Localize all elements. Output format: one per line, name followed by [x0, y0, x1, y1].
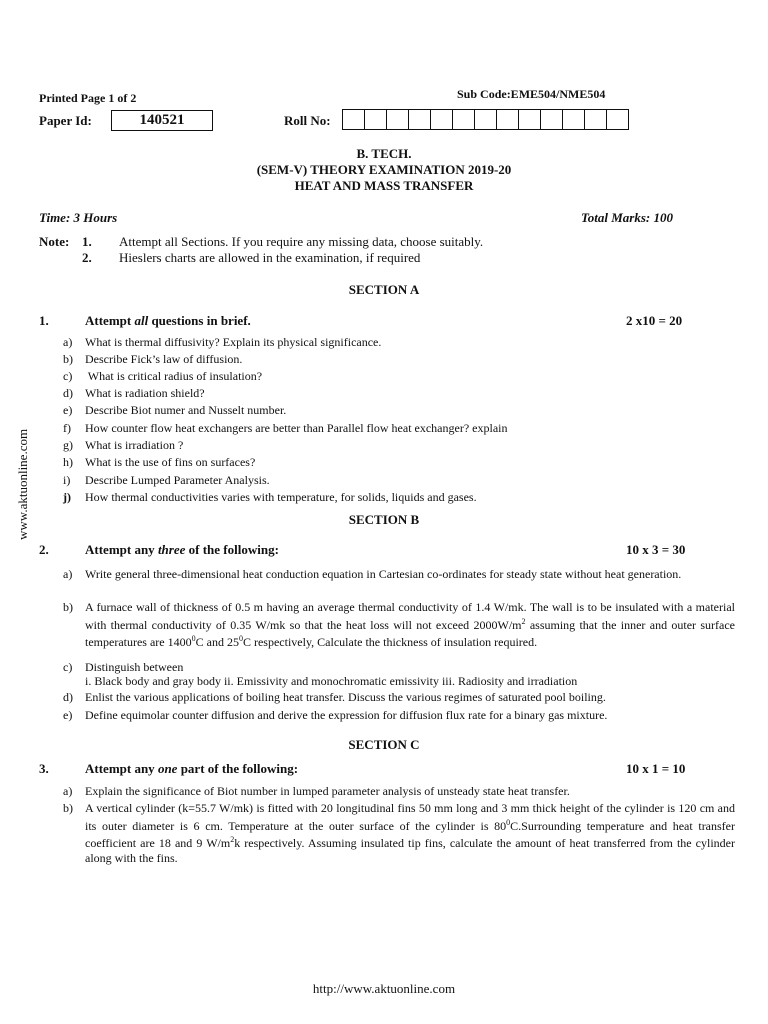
question-text: Explain the significance of Biot number in lumped parameter analysis of unsteady state heat transfer. [85, 784, 570, 798]
roll-no-box[interactable] [606, 109, 629, 130]
question-subtext: i. Black body and gray body ii. Emissivity and monochromatic emissivity iii. Radiosity and irradiation [85, 674, 578, 688]
note-number: 2. [82, 250, 92, 265]
question-text: A furnace wall of thickness of 0.5 m having an average thermal conductivity of 1.4 W/mk. The wall is to be insulated with a material with thermal conductivity of 0.35 W/mk so that the heat loss will not exceed $2000W/m^2$ assuming that the inner and outer surface temperatures are 1400$^0$C and $25^0C$ respectively, Calculate the thickness of insulation required. [85, 600, 735, 649]
exam-title: (SEM-V) THEORY EXAMINATION 2019-20 [256, 162, 512, 177]
roll-no-box[interactable] [584, 109, 607, 130]
list-item: d) What is radiation shield? [63, 386, 205, 400]
item-label: b) [63, 600, 73, 614]
question-prompt: Attempt all questions in brief. [85, 313, 251, 328]
list-item: a) What is thermal diffusivity? Explain its physical significance. [63, 335, 382, 349]
item-label: e) [63, 708, 73, 722]
subject-title: HEAT AND MASS TRANSFER [294, 178, 474, 193]
roll-no-box[interactable] [518, 109, 541, 130]
question-prompt: Attempt any three of the following: [85, 542, 279, 557]
item-label: d) [63, 690, 73, 704]
item-label: a) [63, 567, 73, 581]
note-label: Note: [39, 234, 70, 249]
question-text: A vertical cylinder (k=55.7 W/mk) is fitted with 20 longitudinal fins 50 mm long and 3 mm thick height of the cylinder is 120 cm and its outer diameter is 6 cm. Temperature at the outer surface of the cylinder is $80^0C.Surrounding$ temperature and heat transfer coefficient are 18 and 9 $W/m^2k$ respectively. Assuming insulated tip fins, calculate the amount of heat transferred from the cylinder along with the fins. [85, 801, 735, 865]
roll-no-box[interactable] [408, 109, 431, 130]
question-marks: 10 x 1 = 10 [626, 761, 686, 776]
question-marks: 2 x10 = 20 [626, 313, 683, 328]
roll-no-box[interactable] [342, 109, 365, 130]
question-marks: 10 x 3 = 30 [626, 542, 686, 557]
question-text: Distinguish between [85, 660, 184, 674]
list-item: i) Describe Lumped Parameter Analysis. [63, 473, 270, 487]
item-label: b) [63, 801, 73, 815]
section-b-heading: SECTION B [348, 512, 420, 527]
section-a-heading: SECTION A [348, 282, 420, 297]
note-text: Attempt all Sections. If you require any missing data, choose suitably. [119, 234, 484, 249]
list-item: b) Describe Fick’s law of diffusion. [63, 352, 243, 366]
printed-page-label: Printed Page 1 of 2 [39, 91, 137, 105]
list-item: h) What is the use of fins on surfaces? [63, 455, 256, 469]
question-prompt: Attempt any one part of the following: [85, 761, 299, 776]
item-label: c) [63, 660, 73, 674]
roll-no-box[interactable] [364, 109, 387, 130]
section-c-heading: SECTION C [348, 737, 420, 752]
question-number: 3. [39, 761, 49, 776]
question-text: Enlist the various applications of boiling heat transfer. Discuss the various regimes of saturated pool boiling. [85, 690, 606, 704]
paper-id-label: Paper Id: [39, 113, 92, 128]
note-text: Hieslers charts are allowed in the examination, if required [119, 250, 421, 265]
sub-code: Sub Code:EME504/NME504 [457, 87, 606, 101]
paper-id-box: 140521 [111, 110, 213, 131]
question-number: 2. [39, 542, 49, 557]
footer-url[interactable]: http://www.aktuonline.com [312, 981, 456, 996]
question-text: Define equimolar counter diffusion and derive the expression for diffusion flux rate for a binary gas mixture. [85, 708, 608, 722]
list-item: e) Describe Biot numer and Nusselt number. [63, 403, 287, 417]
side-watermark: www.aktuonline.com [15, 428, 30, 540]
question-text: Write general three-dimensional heat conduction equation in Cartesian co-ordinates for steady state without heat generation. [85, 567, 682, 581]
roll-no-box[interactable] [430, 109, 453, 130]
roll-no-grid[interactable] [342, 109, 628, 129]
question-number: 1. [39, 313, 49, 328]
roll-no-box[interactable] [452, 109, 475, 130]
item-label: a) [63, 784, 73, 798]
total-marks: Total Marks: 100 [581, 210, 673, 225]
roll-no-box[interactable] [540, 109, 563, 130]
note-number: 1. [82, 234, 92, 249]
list-item: j) How thermal conductivities varies with temperature, for solids, liquids and gases. [63, 490, 477, 504]
roll-no-box[interactable] [562, 109, 585, 130]
list-item: f) How counter flow heat exchangers are better than Parallel flow heat exchanger? explain [63, 421, 508, 435]
list-item: c) What is critical radius of insulation? [63, 369, 263, 383]
roll-no-box[interactable] [496, 109, 519, 130]
degree-title: B. TECH. [356, 146, 412, 161]
roll-no-box[interactable] [386, 109, 409, 130]
roll-no-box[interactable] [474, 109, 497, 130]
roll-no-label: Roll No: [284, 113, 331, 128]
list-item: g) What is irradiation ? [63, 438, 184, 452]
time-allowed: Time: 3 Hours [39, 210, 118, 225]
